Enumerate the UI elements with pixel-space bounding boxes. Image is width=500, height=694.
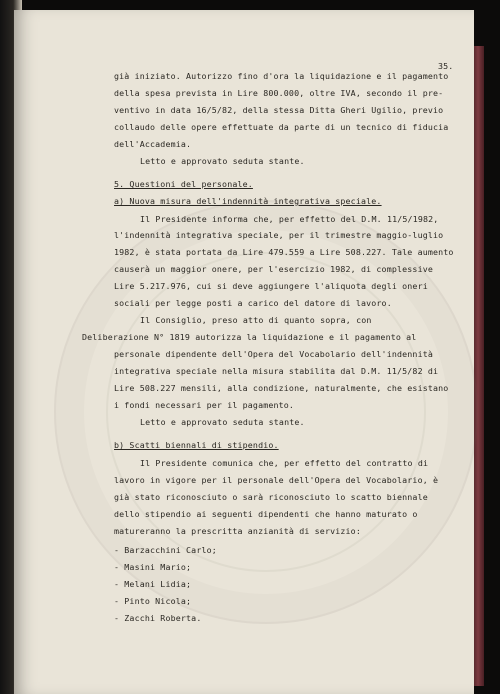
- subsection-heading: a) Nuova misura dell'indennità integrativa speciale.: [114, 196, 382, 206]
- text-line: dell'Accademia.: [114, 139, 192, 149]
- text-line: Letto e approvato seduta stante.: [140, 156, 305, 166]
- text-line: lavoro in vigore per il personale dell'Opera del Vocabolario, è: [114, 475, 439, 485]
- subsection-heading: b) Scatti biennali di stipendio.: [114, 440, 279, 450]
- text-line: collaudo delle opere effettuate da parte di un tecnico di fiducia: [114, 122, 449, 132]
- text-line: causerà un maggior onere, per l'esercizio 1982, di complessive: [114, 264, 433, 274]
- text-line: integrativa speciale nella misura stabilita dal D.M. 11/5/82 di: [114, 366, 439, 376]
- text-line: della spesa prevista in Lire 800.000, oltre IVA, secondo il pre-: [114, 88, 444, 98]
- text-line: Deliberazione N° 1819 autorizza la liquidazione e il pagamento al: [82, 332, 417, 342]
- text-line: l'indennità integrativa speciale, per il trimestre maggio-luglio: [114, 230, 444, 240]
- text-line: Il Presidente informa che, per effetto del D.M. 11/5/1982,: [140, 214, 439, 224]
- text-line: Letto e approvato seduta stante.: [140, 417, 305, 427]
- text-line: matureranno la prescritta anzianità di servizio:: [114, 526, 361, 536]
- list-item: - Zacchi Roberta.: [114, 613, 202, 623]
- text-line: Lire 5.217.976, cui si deve aggiungere l'aliquota degli oneri: [114, 281, 428, 291]
- page-number: 35.: [438, 61, 454, 71]
- list-item: - Masini Mario;: [114, 562, 192, 572]
- text-line: Lire 508.227 mensili, alla condizione, naturalmente, che esistano: [114, 383, 449, 393]
- text-line: sociali per legge posti a carico del datore di lavoro.: [114, 298, 392, 308]
- list-item: - Barzacchini Carlo;: [114, 545, 217, 555]
- section-heading: 5. Questioni del personale.: [114, 179, 253, 189]
- text-line: ventivo in data 16/5/82, della stessa Ditta Gheri Ugilio, previo: [114, 105, 444, 115]
- list-item: - Melani Lidia;: [114, 579, 192, 589]
- book-binding: [474, 46, 484, 686]
- text-line: già iniziato. Autorizzo fino d'ora la liquidazione e il pagamento: [114, 71, 449, 81]
- text-line: Il Consiglio, preso atto di quanto sopra, con: [140, 315, 372, 325]
- text-line: 1982, è stata portata da Lire 479.559 a Lire 508.227. Tale aumento: [114, 247, 454, 257]
- text-line: dello stipendio ai seguenti dipendenti che hanno maturato o: [114, 509, 418, 519]
- text-line: Il Presidente comunica che, per effetto del contratto di: [140, 458, 429, 468]
- document-page: [14, 10, 474, 694]
- text-line: personale dipendente dell'Opera del Vocabolario dell'indennità: [114, 349, 433, 359]
- list-item: - Pinto Nicola;: [114, 596, 192, 606]
- page-text: [14, 10, 474, 694]
- text-line: già stato riconosciuto o sarà riconosciuto lo scatto biennale: [114, 492, 428, 502]
- text-line: i fondi necessari per il pagamento.: [114, 400, 295, 410]
